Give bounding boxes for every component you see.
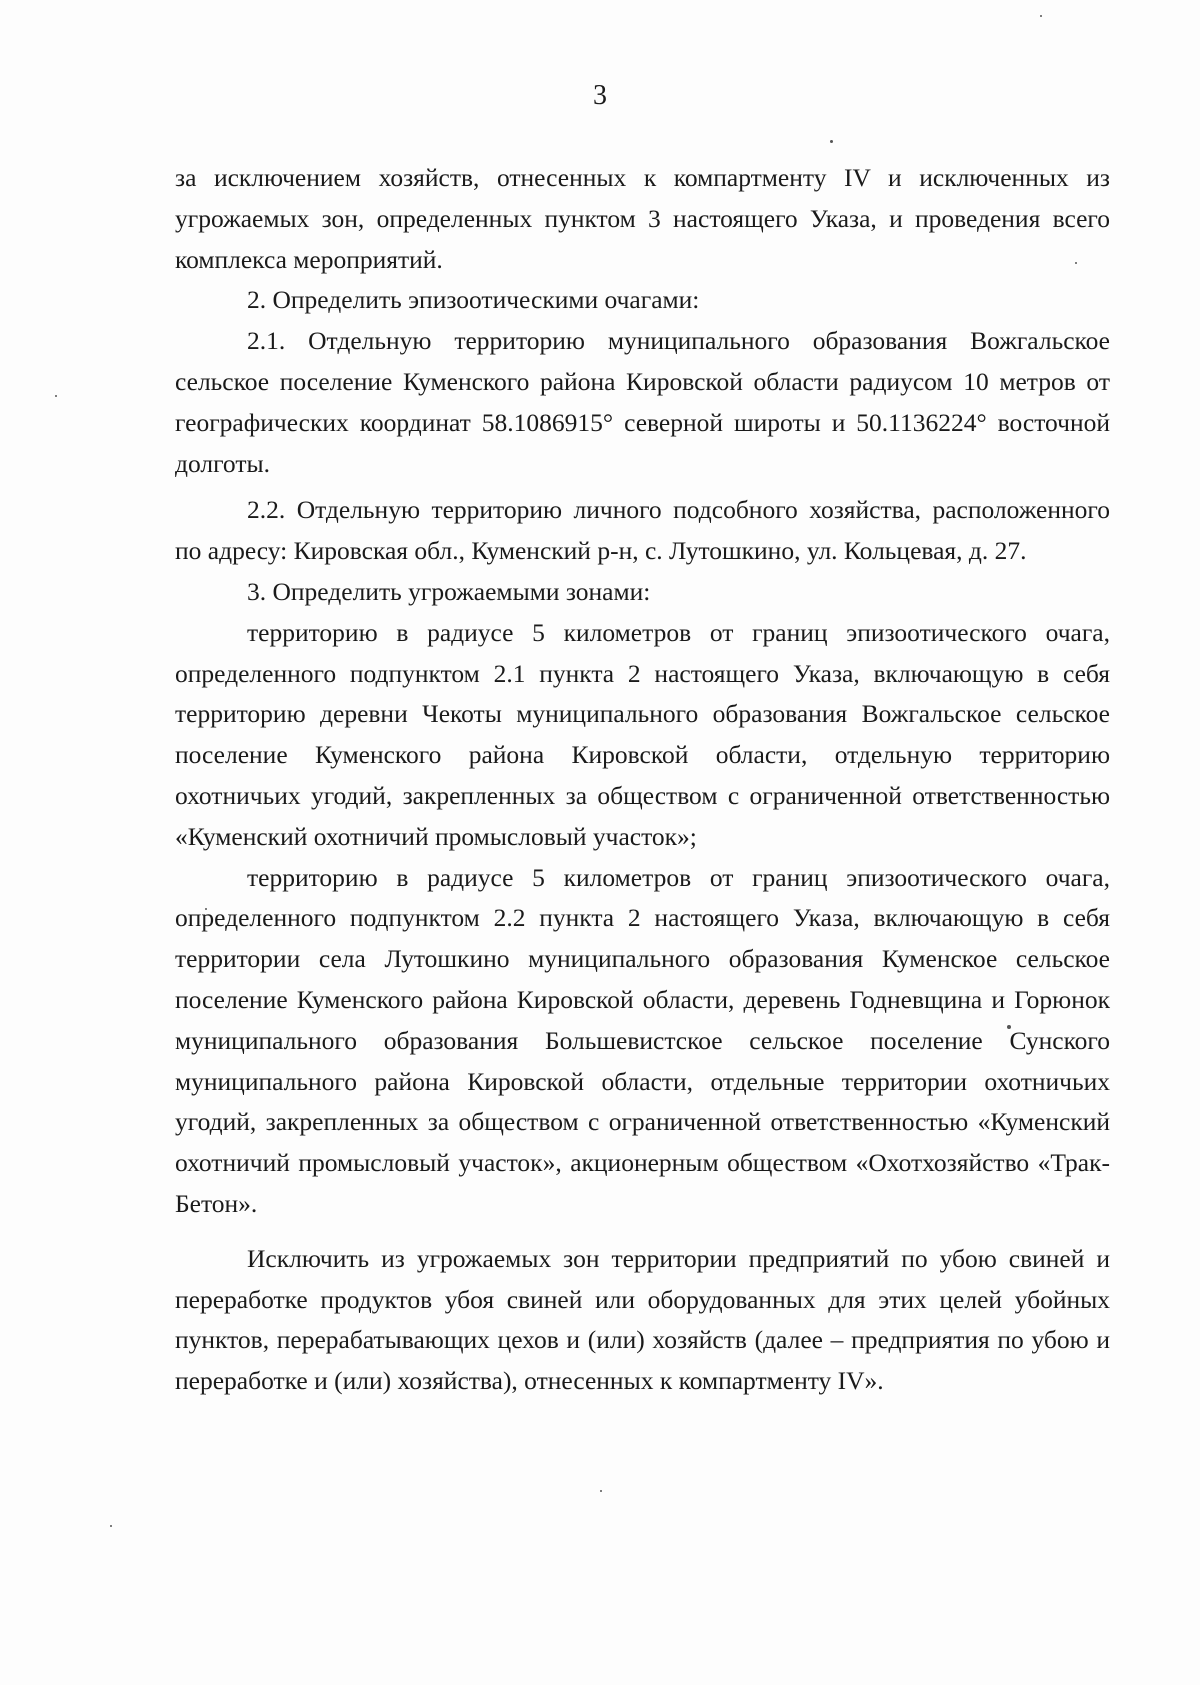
paragraph-zone-1: территорию в радиусе 5 километров от границ эпизоотического очага, определенного подпунктом 2.1 пункта 2 настоящего Указа, включающую в себя территорию деревни Чекоты муниципального образования Вожгальское сельское поселение Куменского района Кировской области, отдельную территорию охотничьих угодий, закрепленных за обществом с ограниченной ответственностью «Куменский охотничий промысловый участок»;: [175, 617, 1110, 851]
paragraph-item-2-1: 2.1. Отдельную территорию муниципального образования Вожгальское сельское поселение Куменского района Кировской области радиусом 10 метров от географических координат 58.1086915° северной широты и 50.1136224° восточной долготы.: [175, 326, 1110, 478]
paragraph-continuation: за исключением хозяйств, отнесенных к компартменту IV и исключенных из угрожаемых зон, определенных пунктом 3 настоящего Указа, и проведения всего комплекса мероприятий.: [175, 163, 1110, 274]
scan-speck: [110, 1525, 112, 1527]
scan-speck: [830, 140, 833, 143]
paragraph-section-2: 2. Определить эпизоотическими очагами:: [247, 285, 700, 315]
scan-speck: [600, 1490, 602, 1492]
scan-speck: [55, 395, 57, 397]
paragraph-item-2-2: 2.2. Отдельную территорию личного подсобного хозяйства, расположенного по адресу: Кировская обл., Куменский р-н, с. Лутошкино, ул. Кольцевая, д. 27.: [175, 495, 1110, 566]
document-body: [175, 158, 1110, 1402]
paragraph-zone-2: территорию в радиусе 5 километров от границ эпизоотического очага, определенного подпунктом 2.2 пункта 2 настоящего Указа, включающую в себя территории села Лутошкино муниципального образования Куменское сельское поселение Куменского района Кировской области, деревень Годневщина и Горюнок муниципального образования Большевистское сельское поселение Сунского муниципального района Кировской области, отдельные территории охотничьих угодий, закрепленных за обществом с ограниченной ответственностью «Куменский охотничий промысловый участок», акционерным обществом «Охотхозяйство «Трак-Бетон».: [175, 862, 1110, 1218]
paragraph-exclusion: Исключить из угрожаемых зон территории предприятий по убою свиней и переработке продуктов убоя свиней или оборудованных для этих целей убойных пунктов, перерабатывающих цехов и (или) хозяйств (далее – предприятия по убою и переработке и (или) хозяйства), отнесенных к компартменту IV».: [175, 1243, 1110, 1396]
page-number: 3: [593, 80, 607, 111]
scan-speck: [1040, 15, 1042, 17]
paragraph-section-3: 3. Определить угрожаемыми зонами:: [247, 576, 651, 606]
